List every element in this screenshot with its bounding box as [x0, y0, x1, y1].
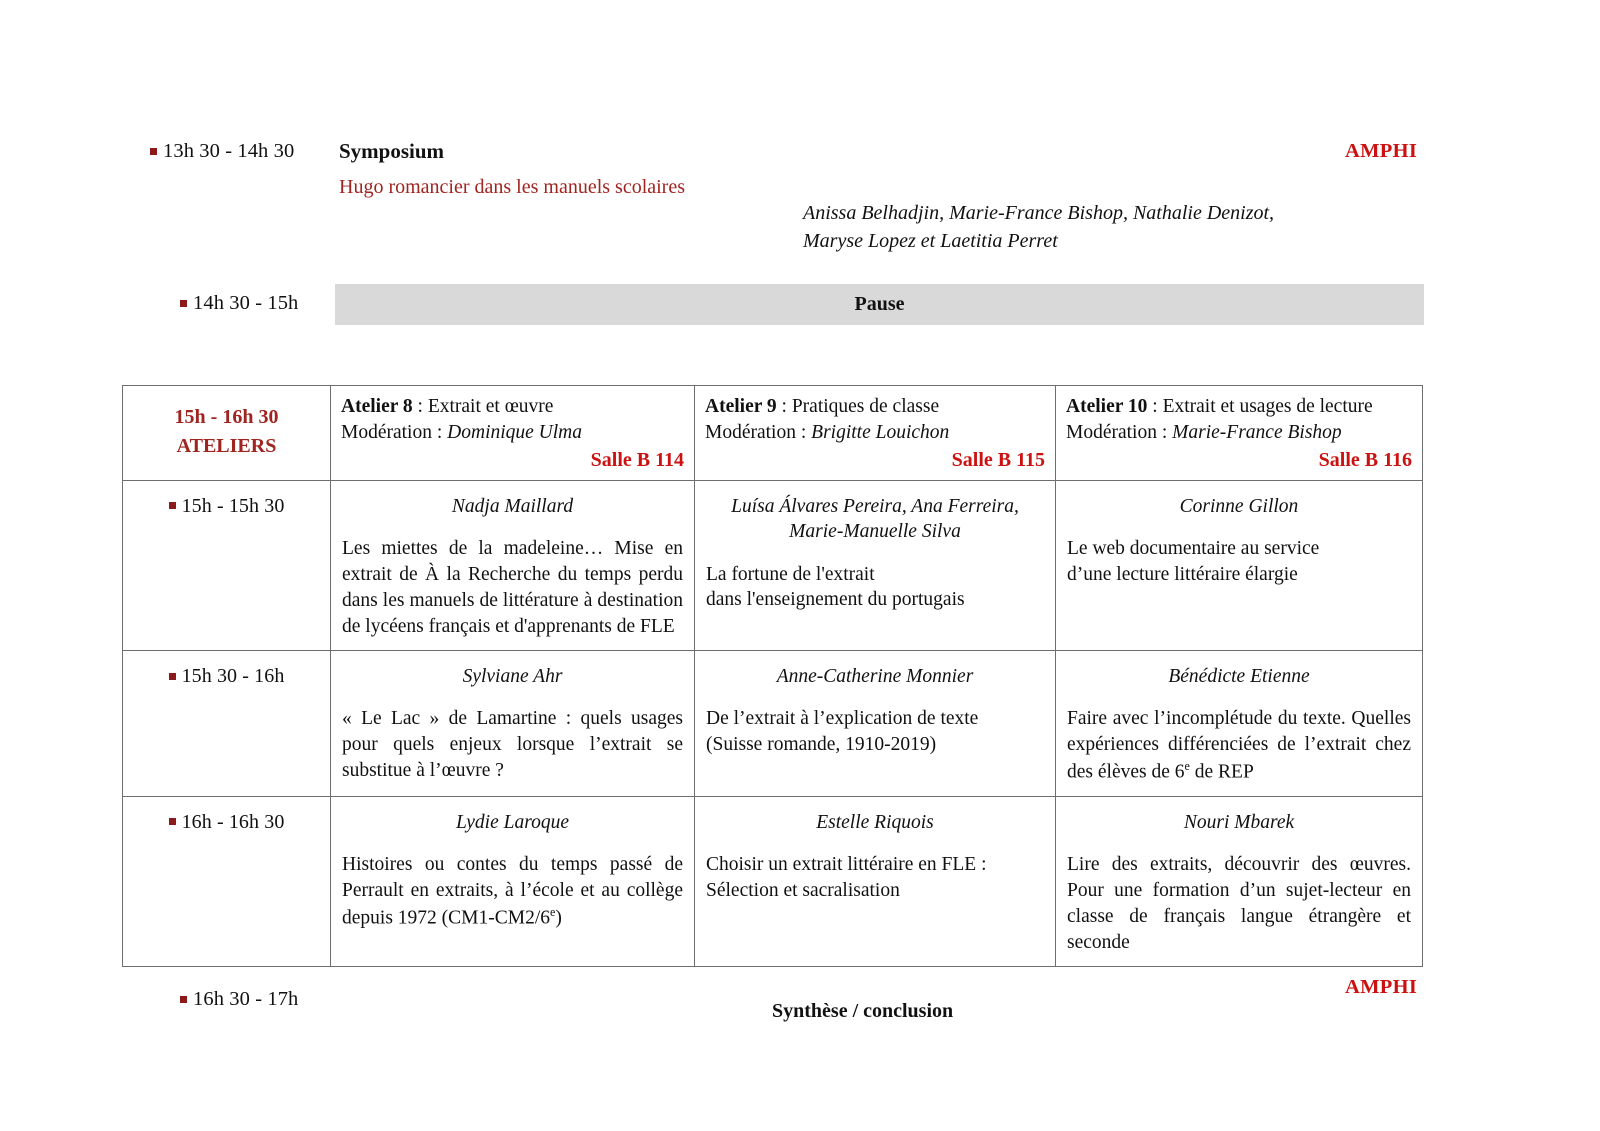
- row-2-a10-desc-part1: Faire avec l’incomplétude du texte. Quelles expériences différenciées de l’extrait chez des élèves de 6: [1067, 708, 1411, 783]
- row-2-time-text: 15h 30 - 16h: [181, 664, 285, 687]
- symposium-authors: [803, 199, 1274, 256]
- symposium-authors-line-1: Anissa Belhadjin, Marie-France Bishop, Nathalie Denizot,: [803, 202, 1275, 224]
- row-3-a9-description-line-2: Sélection et sacralisation: [706, 879, 900, 901]
- row-2-a9-description-line-2: (Suisse romande, 1910-2019): [706, 734, 937, 756]
- row-1-a9-description: [706, 562, 1044, 614]
- row-3-a8-desc-part1: Histoires ou contes du temps passé de Perrault en extraits, à l’école et au collège depuis 1972 (CM1-CM2/6: [342, 853, 683, 929]
- atelier-9-room: Salle B 115: [951, 449, 1045, 472]
- row-1-a10-description: [1067, 536, 1411, 588]
- row-3-a8-desc-part2: ): [555, 907, 562, 929]
- ateliers-label: ATELIERS: [176, 434, 277, 457]
- ateliers-time-header: [123, 386, 331, 481]
- table-row: [123, 650, 1423, 796]
- row-2-a10-desc-part2: de REP: [1189, 761, 1254, 783]
- conclusion-time-text: 16h 30 - 17h: [193, 988, 299, 1010]
- row-2-a8-speakers: Sylviane Ahr: [462, 665, 563, 687]
- atelier-9-moderator: Brigitte Louichon: [811, 421, 950, 443]
- atelier-8-theme: : Extrait et œuvre: [412, 396, 554, 417]
- row-1-atelier-8-cell: [331, 480, 695, 650]
- row-1-a10-description-line-2: d’une lecture littéraire élargie: [1067, 564, 1298, 586]
- row-3-a8-speakers: Lydie Laroque: [456, 811, 569, 833]
- bullet-square-icon: [180, 996, 187, 1003]
- conclusion-room-badge: AMPHI: [1345, 976, 1418, 998]
- symposium-subtitle: Hugo romancier dans les manuels scolaires: [339, 176, 686, 198]
- row-3-a9-speakers: Estelle Riquois: [816, 811, 934, 833]
- symposium-time-text: 13h 30 - 14h 30: [163, 140, 295, 162]
- pause-label: Pause: [854, 293, 905, 315]
- row-1-a10-description-line-1: Le web documentaire au service: [1067, 538, 1320, 560]
- bullet-square-icon: [180, 300, 187, 307]
- bullet-square-icon: [169, 502, 176, 509]
- conclusion-time-slot: [180, 988, 298, 1011]
- row-2-a10-description: [1067, 706, 1411, 785]
- atelier-9-theme: : Pratiques de classe: [776, 396, 940, 417]
- row-3-atelier-9-cell: [695, 796, 1056, 966]
- row-1-a9-speakers-line-2: Marie-Manuelle Silva: [789, 521, 961, 543]
- row-1-atelier-9-cell: [695, 480, 1056, 650]
- symposium-time-slot: [150, 140, 294, 163]
- row-1-a10-speakers: Corinne Gillon: [1179, 495, 1299, 517]
- row-2-a8-description: « Le Lac » de Lamartine : quels usages pour quels enjeux lorsque l’extrait se substitue à l’œuvre ?: [342, 708, 683, 782]
- row-1-time-cell: [123, 480, 331, 650]
- atelier-8-room: Salle B 114: [590, 449, 684, 472]
- pause-time-slot: [180, 292, 298, 315]
- conclusion-label: Synthèse / conclusion: [772, 1000, 954, 1022]
- row-2-atelier-10-cell: [1056, 650, 1423, 796]
- row-1-a9-description-line-2: dans l'enseignement du portugais: [706, 589, 965, 611]
- atelier-9-title-line: [705, 394, 1045, 420]
- atelier-10-room: Salle B 116: [1318, 449, 1412, 472]
- row-2-a9-description-line-1: De l’extrait à l’explication de texte: [706, 708, 979, 730]
- row-3-atelier-10-cell: [1056, 796, 1423, 966]
- row-1-a9-description-line-1: La fortune de l'extrait: [706, 563, 875, 585]
- row-3-time-text: 16h - 16h 30: [181, 810, 285, 833]
- row-1-atelier-10-cell: [1056, 480, 1423, 650]
- row-3-a8-desc-sup: e: [550, 904, 556, 919]
- symposium-room-badge: AMPHI: [1345, 140, 1418, 162]
- atelier-8-header: [331, 386, 695, 481]
- atelier-10-moderation-label: Modération :: [1066, 421, 1173, 443]
- row-2-a9-speakers: Anne-Catherine Monnier: [776, 665, 974, 687]
- bullet-square-icon: [150, 148, 157, 155]
- row-3-time-cell: [123, 796, 331, 966]
- bullet-square-icon: [169, 818, 176, 825]
- row-3-a8-description: [342, 852, 683, 931]
- row-2-atelier-9-cell: [695, 650, 1056, 796]
- atelier-8-title-line: [341, 394, 684, 420]
- atelier-8-moderator: Dominique Ulma: [447, 421, 583, 443]
- table-row: [123, 796, 1423, 966]
- row-1-time-text: 15h - 15h 30: [181, 494, 285, 517]
- row-2-a10-desc-sup: e: [1184, 759, 1190, 774]
- symposium-authors-line-2: Maryse Lopez et Laetitia Perret: [803, 230, 1058, 253]
- symposium-heading: Symposium: [339, 139, 445, 163]
- row-1-a8-description: Les miettes de la madeleine… Mise en extrait de À la Recherche du temps perdu dans les manuels de littérature à destination de lycéens français et d'apprenants de FLE: [342, 538, 683, 637]
- row-1-a8-speakers: Nadja Maillard: [451, 495, 574, 517]
- row-3-a9-description: [706, 852, 1044, 904]
- row-3-a10-speakers: Nouri Mbarek: [1183, 811, 1295, 833]
- atelier-9-moderation-label: Modération :: [705, 421, 812, 443]
- atelier-8-moderation-label: Modération :: [341, 421, 448, 443]
- row-3-a9-description-line-1: Choisir un extrait littéraire en FLE :: [706, 853, 987, 875]
- table-row: [123, 480, 1423, 650]
- row-1-a9-speakers-line-1: Luísa Álvares Pereira, Ana Ferreira,: [731, 495, 1019, 517]
- pause-time-text: 14h 30 - 15h: [193, 292, 299, 314]
- atelier-8-name: Atelier 8: [341, 396, 413, 417]
- atelier-9-name: Atelier 9: [705, 396, 777, 417]
- row-3-a10-description: Lire des extraits, découvrir des œuvres. Pour une formation d’un sujet-lecteur en classe de français langue étrangère et seconde: [1067, 853, 1411, 953]
- atelier-10-moderator: Marie-France Bishop: [1172, 421, 1342, 443]
- atelier-10-name: Atelier 10: [1066, 396, 1148, 417]
- bullet-square-icon: [169, 673, 176, 680]
- row-2-a10-speakers: Bénédicte Etienne: [1168, 665, 1310, 687]
- ateliers-time-range: 15h - 16h 30: [174, 405, 279, 428]
- row-2-atelier-8-cell: [331, 650, 695, 796]
- atelier-10-header: [1056, 386, 1423, 481]
- atelier-8-moderation-line: [341, 420, 684, 446]
- row-1-a9-speakers: [706, 494, 1044, 545]
- atelier-10-title-line: [1066, 394, 1412, 420]
- row-2-time-cell: [123, 650, 331, 796]
- table-header-row: [123, 386, 1423, 481]
- pause-bar: [335, 284, 1424, 325]
- ateliers-table: [122, 385, 1423, 967]
- atelier-9-header: [695, 386, 1056, 481]
- atelier-9-moderation-line: [705, 420, 1045, 446]
- atelier-10-theme: : Extrait et usages de lecture: [1147, 396, 1373, 417]
- row-2-a9-description: [706, 706, 1044, 758]
- row-3-atelier-8-cell: [331, 796, 695, 966]
- atelier-10-moderation-line: [1066, 420, 1412, 446]
